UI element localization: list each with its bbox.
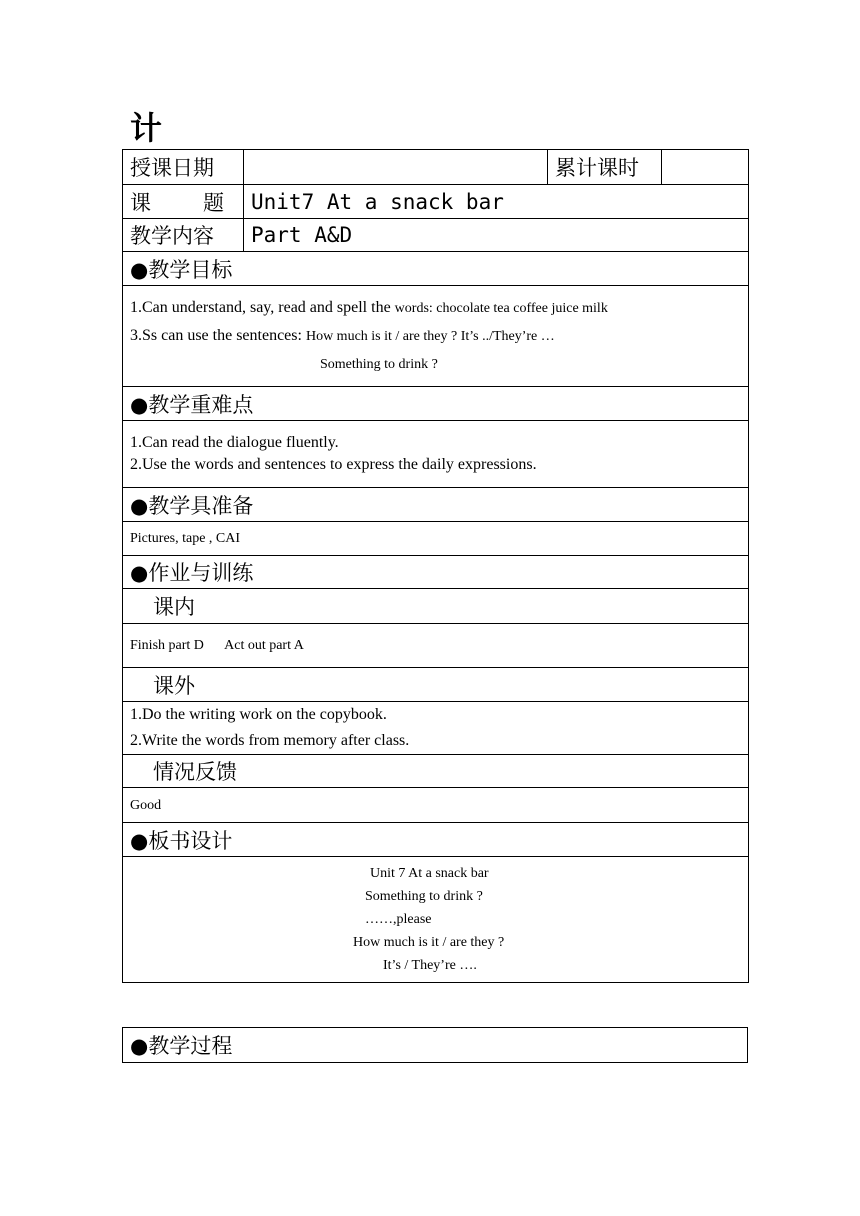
board-line: Something to drink ? [365, 889, 483, 904]
date-label: 授课日期 [123, 150, 244, 185]
in-class-text: Finish part D Act out part A [123, 624, 749, 668]
content-label: 教学内容 [123, 219, 244, 252]
in-class-label-row [123, 589, 749, 624]
topic-label-b: 题 [203, 190, 224, 215]
hours-label: 累计课时 [548, 150, 662, 185]
objective-line-3: Something to drink ? [320, 357, 438, 372]
page-heading: 计 [130, 109, 163, 147]
after-class-label-row [123, 668, 749, 702]
objective-line-1: 1.Can understand, say, read and spell the words: chocolate tea coffee juice milk [130, 299, 608, 316]
lesson-plan-table [122, 149, 749, 983]
after-class-line-2: 2.Write the words from memory after class. [130, 732, 410, 749]
objectives-header: ●教学目标 [123, 252, 749, 286]
process-header-row [123, 1028, 748, 1063]
board-body-row [123, 857, 749, 983]
board-line: It’s / They’re …. [383, 958, 477, 973]
in-class-label: 课内 [123, 589, 749, 624]
topic-label [123, 185, 244, 219]
row-content [123, 219, 749, 252]
homework-header: ●作业与训练 [123, 556, 749, 589]
keypoint-line-1: 1.Can read the dialogue fluently. [130, 434, 339, 451]
preparation-header: ●教学具准备 [123, 488, 749, 522]
in-class-body-row [123, 624, 749, 668]
row-date [123, 150, 749, 185]
preparation-text: Pictures, tape , CAI [123, 522, 749, 556]
board-header: ●板书设计 [123, 823, 749, 857]
objectives-body [123, 286, 749, 387]
objective-line-2: 3.Ss can use the sentences: How much is it / are they ? It’s ../They’re … [130, 327, 555, 344]
board-line: How much is it / are they ? [353, 935, 505, 950]
keypoints-header: ●教学重难点 [123, 387, 749, 421]
topic-value: Unit7 At a snack bar [244, 185, 749, 219]
board-line: ……,please [365, 912, 432, 927]
keypoints-body-row [123, 421, 749, 488]
teaching-process-table [122, 1027, 748, 1063]
keypoint-line-2: 2.Use the words and sentences to express the daily expressions. [130, 456, 537, 473]
keypoints-body [123, 421, 749, 488]
objectives-header-row [123, 252, 749, 286]
after-class-label: 课外 [123, 668, 749, 702]
hours-value [662, 150, 749, 185]
objectives-body-row [123, 286, 749, 387]
row-topic [123, 185, 749, 219]
after-class-body [123, 702, 749, 755]
content-value: Part A&D [244, 219, 749, 252]
board-body [123, 857, 749, 983]
preparation-header-row [123, 488, 749, 522]
homework-header-row [123, 556, 749, 589]
feedback-label-row [123, 755, 749, 788]
board-header-row [123, 823, 749, 857]
board-line: Unit 7 At a snack bar [370, 866, 489, 881]
feedback-body-row [123, 788, 749, 823]
date-value [244, 150, 548, 185]
process-header: ●教学过程 [123, 1028, 748, 1063]
after-class-body-row [123, 702, 749, 755]
feedback-text: Good [123, 788, 749, 823]
preparation-body-row [123, 522, 749, 556]
after-class-line-1: 1.Do the writing work on the copybook. [130, 706, 387, 723]
keypoints-header-row [123, 387, 749, 421]
topic-label-a: 课 [130, 190, 151, 215]
feedback-label: 情况反馈 [123, 755, 749, 788]
